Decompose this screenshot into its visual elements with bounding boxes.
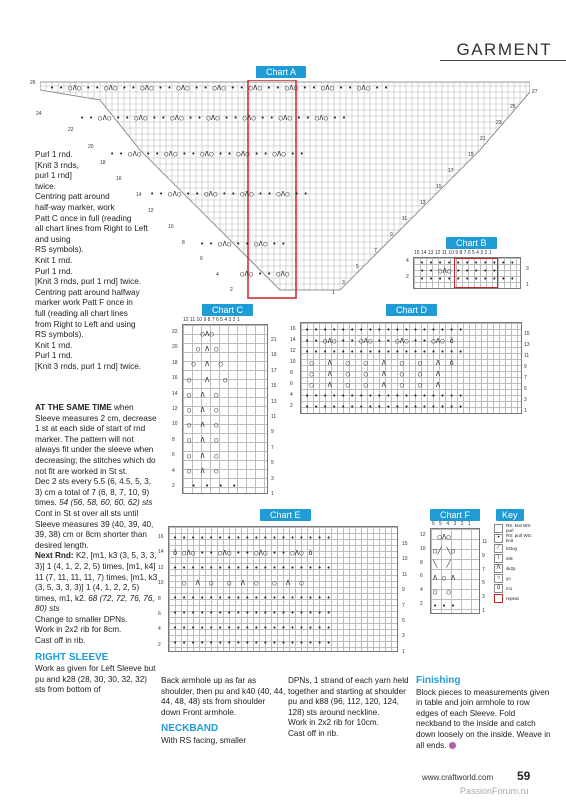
chart-a-row-label: 25 (510, 104, 516, 110)
chart-a-row-label: 14 (136, 192, 142, 198)
text-line: half-way marker, work (35, 202, 115, 212)
chart-c-row-labels-right: 21 19 17 15 13 11 9 7 5 3 1 (271, 337, 277, 498)
column-2 (161, 676, 287, 747)
key-item-ssk: \ ssk (494, 553, 538, 563)
chart-a-row-label: 11 (402, 216, 408, 222)
text-line: Work in 2x2 rib for 8cm. (35, 625, 122, 635)
text-line: marker work Patt F once in (35, 298, 133, 308)
text-line: Cast off in rib. (35, 636, 86, 646)
column-4 (416, 676, 551, 751)
repeat-symbol (494, 594, 503, 603)
chart-a-row-label: 19 (468, 152, 474, 158)
left-column-lower (35, 403, 159, 696)
cont-text: Cont in St st over all sts until Sleeve measures 39 (40, 39, 40, 39, 38) cm or 8cm shorter than desired length. (35, 508, 154, 550)
at-same-time-lead: AT THE SAME TIME (35, 403, 112, 412)
page-number: 59 (517, 769, 531, 783)
chart-a-row-label: 13 (420, 200, 426, 206)
neckband-pickup-text: DPNs, 1 strand of each yarn held together and starting at shoulder pu and k88 (96, 112, 120, 124, 128) sts around neckline. (288, 676, 409, 717)
chart-a-row-label: 6 (200, 256, 203, 262)
chart-a-title: Chart A (256, 66, 306, 78)
text-line: all chart lines from Right to Left (35, 224, 148, 234)
chart-a-row-label: 2 (230, 287, 233, 293)
chart-a-row-label: 7 (374, 248, 377, 254)
dec-stitch-count: 54 (56, 58, 60, 60, 62) sts (59, 498, 153, 508)
chart-a-row-label: 24 (36, 111, 42, 117)
chart-b-grid (413, 257, 521, 289)
key-item-knit: RS: knit WS: purl (494, 523, 538, 533)
m1-symbol: ŏ (494, 584, 503, 593)
neckband-heading: NECKBAND (161, 723, 219, 735)
chart-b-symbols: • • • • • • • • • • • • • ○Λ○ • • • • • • • • • • • • • • • • (420, 259, 515, 283)
text-line: Centring patt around halfway (35, 287, 140, 297)
text-line: Purl 1 rnd. (35, 150, 73, 159)
chart-a-row-label: 16 (116, 176, 122, 182)
text-line: Purl 1 rnd. (35, 266, 73, 276)
chart-b-row-label: 3 (526, 266, 529, 272)
left-column-upper (35, 150, 185, 372)
text-line: twice. (35, 181, 56, 191)
yo-symbol: ○ (494, 574, 503, 583)
chart-b-row-label: 2 (406, 274, 409, 280)
column-3 (288, 676, 410, 740)
text-line: Patt C once in full (reading (35, 213, 132, 223)
chart-c-grid (182, 324, 268, 494)
text-line: Change to smaller DPNs. (35, 614, 128, 624)
text-line: [Knit 3 rnds, purl 1 rnd] twice. (35, 277, 142, 287)
key-item-sk2p: Λ sk2p (494, 563, 538, 573)
key-legend (494, 523, 538, 603)
chart-d-title: Chart D (386, 304, 437, 316)
knit-symbol (494, 524, 503, 533)
text-line: Knit 1 rnd. (35, 340, 73, 350)
text-line: RS symbols). (35, 245, 84, 255)
dec-text: Dec 2 sts every 5.5 (6, 4.5, 5, 3, 3) cm a total of 7 (6, 8, 7, 10, 9) times. (35, 477, 152, 508)
text-line: Centring patt around (35, 192, 110, 202)
chart-f-title: Chart F (430, 509, 480, 521)
sk2p-symbol: Λ (494, 564, 503, 573)
text-line: Purl 1 rnd. (35, 351, 73, 361)
chart-e-row-labels-right: 15 13 11 9 7 5 3 1 (402, 541, 408, 655)
chart-a-row-base: ○Λ○ • • ○Λ○ (240, 270, 290, 278)
key-item-m1: ŏ m1 (494, 583, 538, 593)
chart-d-row-labels-left: 16 14 12 10 8 6 4 2 (290, 326, 296, 409)
chart-f-row-labels-left: 12 10 8 6 4 2 (420, 532, 426, 607)
chart-a-row-bottom: • • ○Λ○ • • ○Λ○ • • (200, 240, 286, 248)
chart-a-row-label: 10 (168, 224, 174, 230)
at-same-time-text: when Sleeve measures 2 cm, decrease 1 st at each side of start of rnd marker. The pattern will not always fit under the sleeve when decreasing; the stitches which do not fit are worked in St st. (35, 403, 157, 476)
text-line: [Knit 3 rnds, (35, 160, 79, 170)
ssk-symbol: \ (494, 554, 503, 563)
chart-d-grid (300, 322, 522, 414)
chart-e-title: Chart E (260, 509, 311, 521)
chart-f-grid (430, 528, 480, 614)
next-rnd-lead: Next Rnd: (35, 551, 74, 561)
footer-url[interactable]: www.craftworld.com (422, 773, 494, 782)
chart-f-col-numbers: 6 5 4 3 2 1 (432, 521, 473, 527)
chart-e-symbols: • • • • • • • • • • • • • • • • • • ŏ ○Λ○ • • ○Λ○ • • ○Λ○ • • ○Λ○ ŏ • • • • • • • • • • • • • • • • • • ○ Λ ○ ○ Λ ○ ○ Λ ○ • • • • • • • • • • • • • • • • • • • • • • • • • • • • • • • • • • • • • • • • • • • • • • • • • • • • • • • • • • • • • • • • • • • • • • • • (173, 534, 332, 647)
chart-e-grid (168, 526, 398, 652)
key-item-purl: • RS: purl WS: knit (494, 533, 538, 543)
chart-d-row-labels-right: 15 13 11 9 7 5 3 1 (524, 331, 530, 414)
chart-a-row-top: • • ○Λ○ • • ○Λ○ • • ○Λ○ • • ○Λ○ • • ○Λ○ • • ○Λ○ • • ○Λ○ • • ○Λ○ • • ○Λ○ • • (50, 84, 389, 92)
chart-d-symbols: • • • • • • • • • • • • • • • • • • • • ○Λ○ • • ○Λ○ • • ○Λ○ • • ○Λ○ ŏ • • • • • • • • • • • • • • • • • • ○ Λ ○ ○ Λ ○ ○ Λ ŏ ○ Λ ○ ○ Λ ○ ○ Λ ○ Λ ○ ○ Λ ○ ○ Λ • • • • • • • • • • • • • • • • • • • • • • • • • • • • • • • • • • • • (305, 326, 464, 411)
chart-a-row-label: 1 (332, 290, 335, 296)
armhole-text: Back armhole up as far as shoulder, then pu and k40 (40, 44, 44, 48, 48) sts from shoulder down Front armhole. (161, 676, 286, 717)
chart-b-title: Chart B (446, 237, 497, 249)
chart-a-row-low: • • ○Λ○ • • ○Λ○ • • ○Λ○ • • ○Λ○ • • (150, 190, 309, 198)
next-rnd-stitch-count: 68 (72, 72, 76, 76, 80) sts (35, 593, 155, 614)
text-line: purl 1 rnd] (35, 171, 72, 181)
section-title: GARMENT (456, 40, 552, 59)
text-line: Knit 1 rnd. (35, 255, 73, 265)
chart-b-col-numbers: 15 14 13 12 11 10 9 8 7 6 5 4 3 2 1 (414, 250, 492, 256)
key-item-yo: ○ yo (494, 573, 538, 583)
chart-c-symbols: ○Λ○ ○ Λ ○ ○ Λ ○ ○ Λ ○ ○ Λ ○ ○ Λ ○ ○ Λ ○ ○ Λ ○ ○ Λ ○ ○ Λ ○ • • • • (187, 330, 237, 491)
chart-a-row-label: 3 (342, 280, 345, 286)
next-rnd-text: K2, [m1, k3 (3, 5, 3, 3, 3)] 1 (4, 1, 2, 2, 5) times, [m1, k4] 11 (7, 11, 11, 11, 7) times, [m1, k3 (3, 5, 3, 3, 3)] 1 (4, 1, 2, 2, 5) times, m1, k2. (35, 551, 158, 603)
chart-a-row-label: 8 (182, 240, 185, 246)
text-line: Cast off in rib. (288, 728, 339, 738)
chart-a-row-label: 18 (100, 160, 106, 166)
chart-a-row-lower: • • ○Λ○ • • ○Λ○ • • ○Λ○ • • ○Λ○ • • ○Λ○ • • (110, 150, 305, 158)
chart-a-row-label: 17 (448, 168, 454, 174)
purl-symbol: • (494, 534, 503, 543)
chart-a-row-label: 22 (68, 127, 74, 133)
chart-f-row-labels-right: 11 9 7 5 3 1 (482, 539, 488, 614)
chart-a-row-label: 21 (480, 136, 486, 142)
key-item-repeat: repeat (494, 593, 538, 603)
text-line: [Knit 3 rnds, purl 1 rnd] twice. (35, 361, 142, 371)
chart-a-row-label: 15 (436, 184, 442, 190)
chart-b-row-label: 1 (526, 282, 529, 288)
key-title: Key (496, 509, 524, 521)
finishing-text: Block pieces to measurements given in table and join armhole to row edges of each Sleeve. Fold neckband to the inside and catch down loosely on the inside. Weave in all ends. (416, 687, 551, 750)
chart-f-symbols: ○Λ○ ○╱ ╲○ ╲ ╱ Λ ○ Λ ○ ○ • • • (433, 533, 456, 610)
chart-e-row-labels-left: 16 14 12 10 8 6 4 2 (158, 534, 164, 648)
chart-b-row-label: 4 (406, 258, 409, 264)
chart-a-row-label: 12 (148, 208, 154, 214)
header-rule (440, 60, 566, 61)
chart-a-row-label: 5 (356, 264, 359, 270)
chart-c-row-labels-left: 22 20 18 16 14 12 10 8 6 4 2 (172, 329, 178, 490)
chart-a-row-label: 23 (496, 120, 502, 126)
watermark: PassionForum.ru (460, 786, 529, 796)
finishing-heading: Finishing (416, 675, 461, 686)
key-item-k2tog: ⁄ k2tog (494, 543, 538, 553)
chart-a-row-label: 20 (88, 144, 94, 150)
text-line: full (reading all chart lines (35, 308, 128, 318)
text-line: RS symbols). (35, 330, 84, 340)
k2tog-symbol: ⁄ (494, 544, 503, 553)
right-sleeve-text: Work as given for Left Sleeve but pu and k28 (28, 30, 30, 32, 32) sts from bottom of (35, 664, 156, 695)
text-line: Work in 2x2 rib for 10cm. (288, 718, 379, 728)
chart-a-row-mid: • • ○Λ○ • • ○Λ○ • • ○Λ○ • • ○Λ○ • • ○Λ○ • • ○Λ○ • • ○Λ○ • • (80, 114, 347, 122)
chart-b-repeat-box (454, 258, 498, 288)
text-line: and using (35, 234, 71, 244)
chart-a-row-label: 26 (30, 80, 36, 86)
chart-a-row-label: 4 (216, 272, 219, 278)
right-sleeve-heading: RIGHT SLEEVE (35, 651, 109, 663)
text-line: from Right to Left and using (35, 319, 136, 329)
chart-c-title: Chart C (202, 304, 253, 316)
chart-a-row-label: 27 (532, 89, 538, 95)
end-dot-icon (449, 742, 456, 749)
chart-a-row-label: 9 (390, 232, 393, 238)
neckband-text: With RS facing, smaller (161, 735, 247, 745)
chart-c-col-numbers: 12 11 10 9 8 7 6 5 4 3 2 1 (183, 317, 240, 323)
